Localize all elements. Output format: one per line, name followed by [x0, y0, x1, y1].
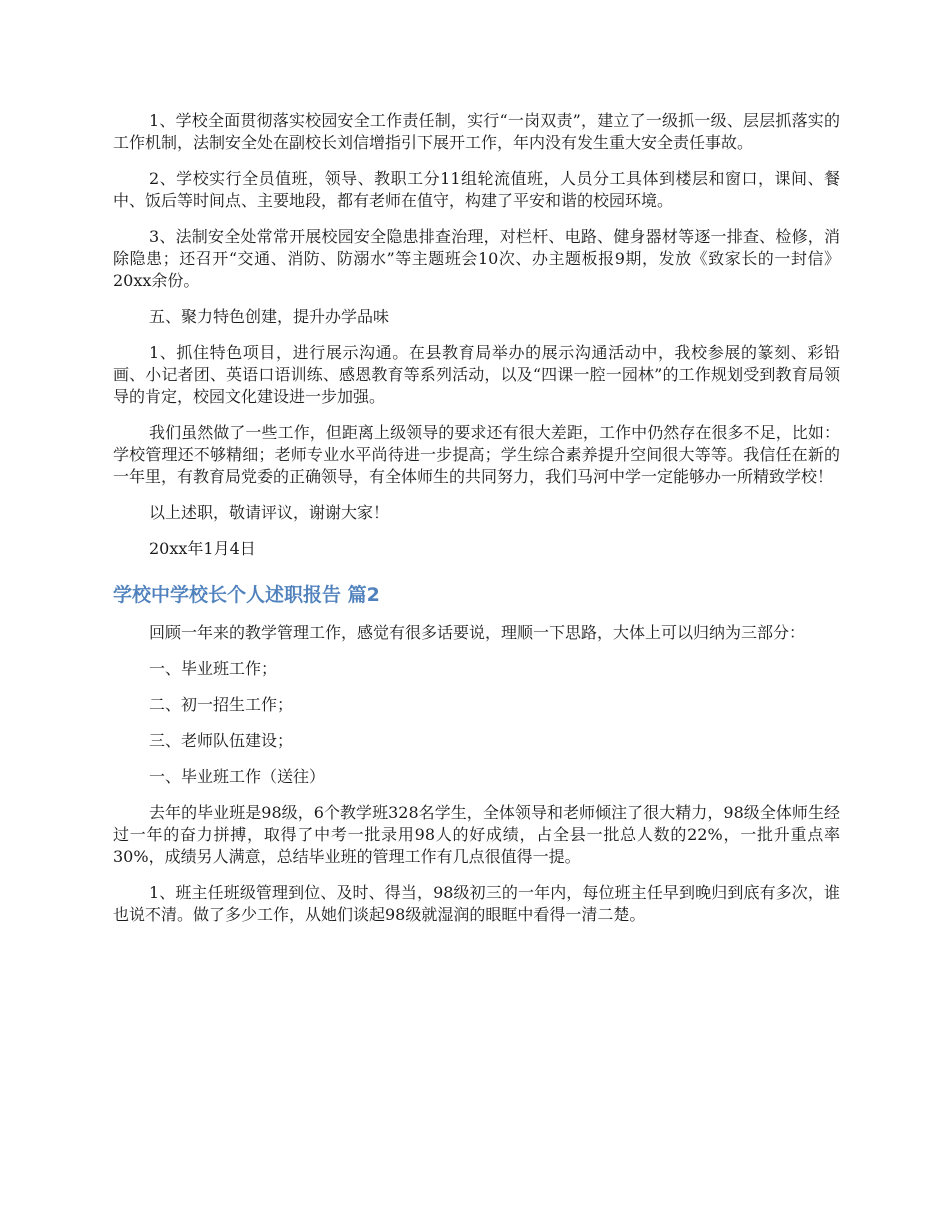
paragraph: 1、抓住特色项目，进行展示沟通。在县教育局举办的展示沟通活动中，我校参展的篆刻、彩铅画、小记者团、英语口语训练、感恩教育等系列活动，以及“四课一腔一园林”的工作规划受到教育局领导的肯定，校园文化建设进一步加强。	[113, 343, 840, 406]
list-item: 三、老师队伍建设；	[149, 731, 294, 750]
paragraph: 去年的毕业班是98级，6个教学班328名学生，全体领导和老师倾注了很大精力，98级全体师生经过一年的奋力拼搏，取得了中考一批录用98人的好成绩，占全县一批总人数的22%，一批升重点率30%，成绩另人满意，总结毕业班的管理工作有几点很值得一提。	[113, 803, 840, 866]
section-title: 五、聚力特色创建，提升办学品味	[149, 307, 390, 326]
date-line: 20xx年1月4日	[149, 539, 256, 558]
paragraph: 我们虽然做了一些工作，但距离上级领导的要求还有很大差距，工作中仍然存在很多不足，比如：学校管理还不够精细；老师专业水平尚待进一步提高；学生综合素养提升空间很大等等。我信任在新的一年里，有教育局党委的正确领导，有全体师生的共同努力，我们马河中学一定能够办一所精致学校！	[113, 423, 840, 486]
paragraph: 回顾一年来的教学管理工作，感觉有很多话要说，理顺一下思路，大体上可以归纳为三部分：	[149, 623, 806, 642]
paragraph: 3、法制安全处常常开展校园安全隐患排查治理，对栏杆、电路、健身器材等逐一排查、检修，消除隐患；还召开“交通、消防、防溺水”等主题班会10次、办主题板报9期，发放《致家长的一封信》20xx余份。	[113, 227, 840, 290]
paragraph: 1、班主任班级管理到位、及时、得当，98级初三的一年内，每位班主任早到晚归到底有多次，谁也说不清。做了多少工作，从她们谈起98级就湿润的眼眶中看得一清二楚。	[113, 883, 840, 924]
section-heading: 学校中学校长个人述职报告 篇2	[113, 584, 380, 606]
paragraph: 1、学校全面贯彻落实校园安全工作责任制，实行“一岗双责”，建立了一级抓一级、层层抓落实的工作机制，法制安全处在副校长刘信增指引下展开工作，年内没有发生重大安全责任事故。	[113, 111, 840, 152]
paragraph: 2、学校实行全员值班，领导、教职工分11组轮流值班，人员分工具体到楼层和窗口，课间、餐中、饭后等时间点、主要地段，都有老师在值守，构建了平安和谐的校园环境。	[113, 169, 840, 210]
section-title: 一、毕业班工作（送往）	[149, 767, 326, 786]
paragraph: 以上述职，敬请评议，谢谢大家！	[149, 503, 390, 522]
list-item: 二、初一招生工作；	[149, 695, 294, 714]
document-page	[113, 110, 840, 940]
list-item: 一、毕业班工作；	[149, 659, 278, 678]
